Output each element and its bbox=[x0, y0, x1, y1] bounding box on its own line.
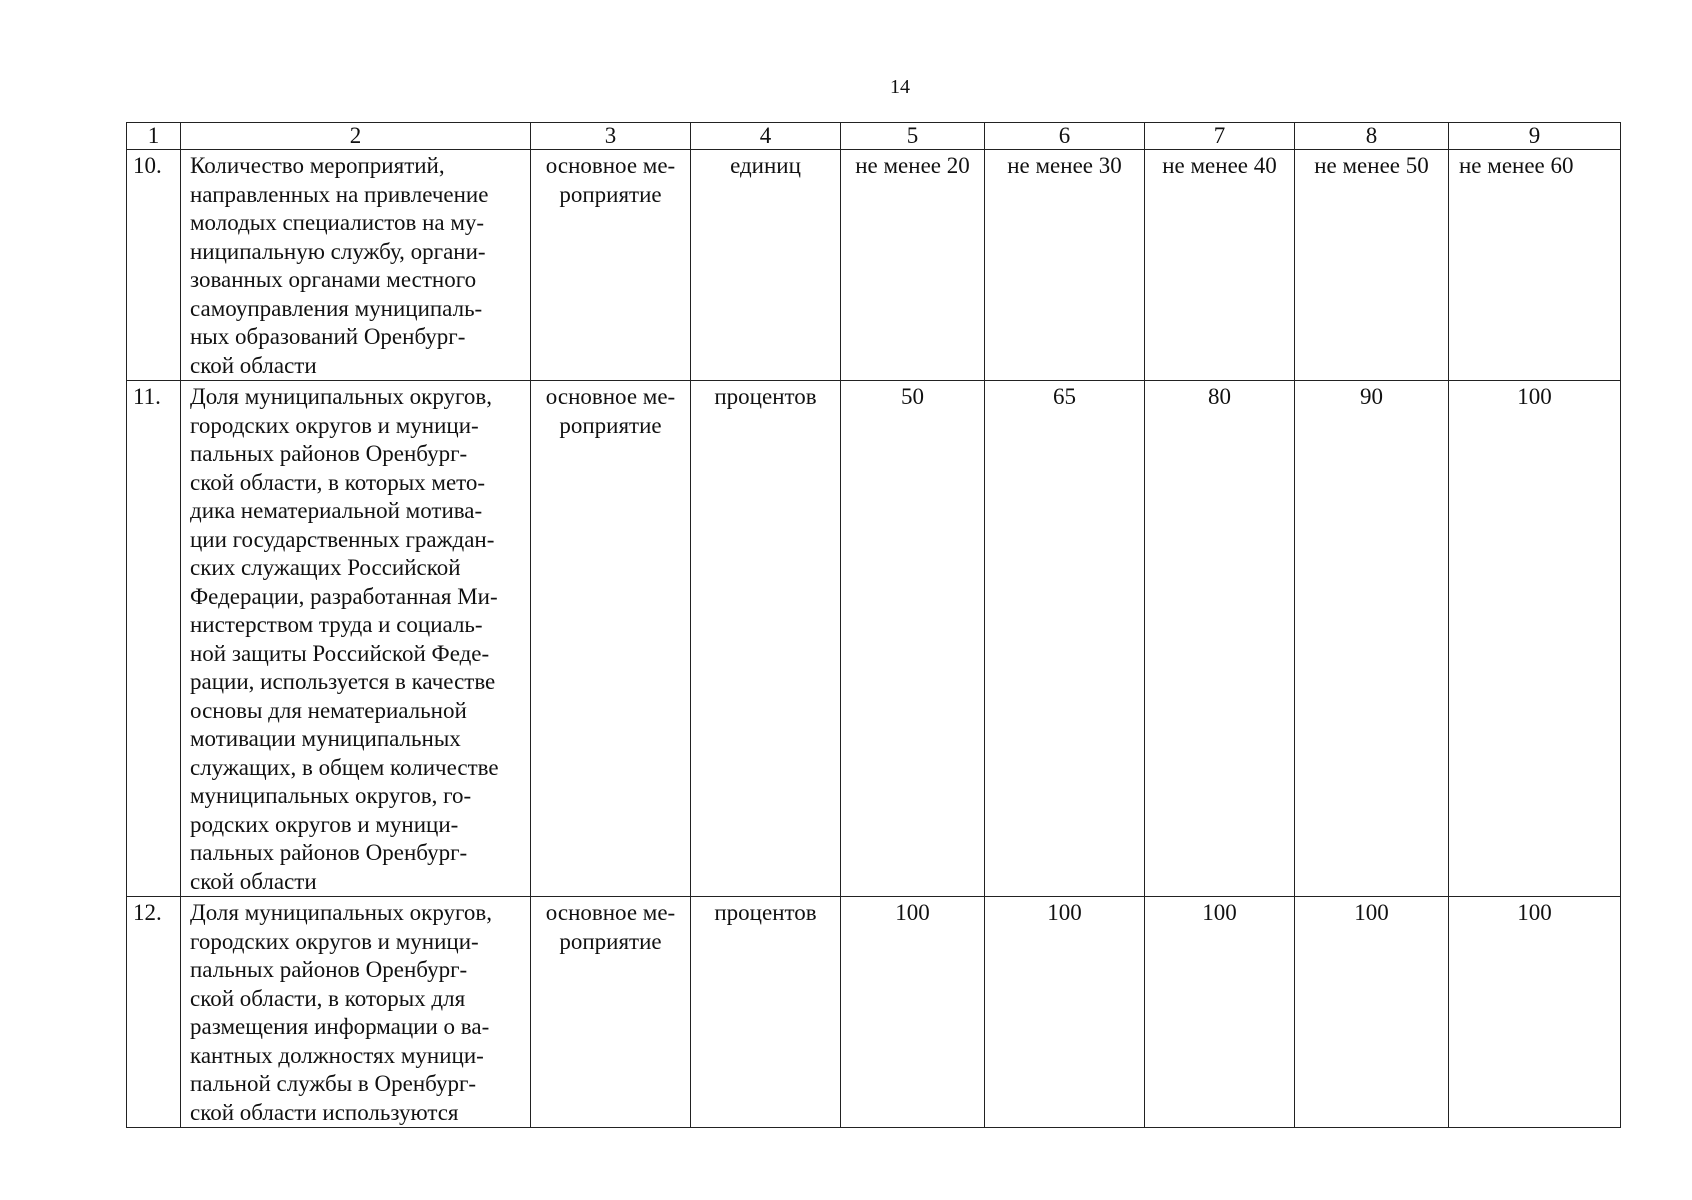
value-col-8: не менее 50 bbox=[1295, 150, 1449, 381]
indicators-table bbox=[126, 122, 1621, 1128]
value-col-6: 65 bbox=[985, 381, 1145, 897]
table-row bbox=[127, 897, 1621, 1128]
value-col-9: 100 bbox=[1449, 381, 1621, 897]
indicator-name: Доля муниципальных округов, городских округов и муници- пальных районов Оренбург- ской области, в которых для размещения информации о ва- кантных должностях муници- пальной службы в Оренбург- ской области используются bbox=[181, 897, 531, 1128]
value-col-8: 90 bbox=[1295, 381, 1449, 897]
column-header: 6 bbox=[985, 123, 1145, 150]
row-number: 10. bbox=[127, 150, 181, 381]
indicator-type: основное ме- роприятие bbox=[531, 897, 691, 1128]
column-header: 9 bbox=[1449, 123, 1621, 150]
table-row bbox=[127, 150, 1621, 381]
column-header: 1 bbox=[127, 123, 181, 150]
table-row bbox=[127, 381, 1621, 897]
page-number: 14 bbox=[890, 76, 910, 98]
unit-of-measure: процентов bbox=[691, 897, 841, 1128]
value-col-9: 100 bbox=[1449, 897, 1621, 1128]
value-col-6: не менее 30 bbox=[985, 150, 1145, 381]
indicator-name: Доля муниципальных округов, городских округов и муници- пальных районов Оренбург- ской области, в которых мето- дика нематериальной мотива- ции государственных граждан- ских служащих Российской Федерации, разработанная Ми- нистерством труда и социаль- ной защиты Российской Феде- рации, используется в качестве основы для нематериальной мотивации муниципальных служащих, в общем количестве муниципальных округов, го- родских округов и муници- пальных районов Оренбург- ской области bbox=[181, 381, 531, 897]
value-col-5: 100 bbox=[841, 897, 985, 1128]
table-header-row bbox=[127, 123, 1621, 150]
unit-of-measure: единиц bbox=[691, 150, 841, 381]
value-col-5: не менее 20 bbox=[841, 150, 985, 381]
value-col-8: 100 bbox=[1295, 897, 1449, 1128]
column-header: 2 bbox=[181, 123, 531, 150]
indicator-name: Количество мероприятий, направленных на привлечение молодых специалистов на му- ниципальную службу, органи- зованных органами местного самоуправления муниципаль- ных образований Оренбург- ской области bbox=[181, 150, 531, 381]
row-number: 11. bbox=[127, 381, 181, 897]
column-header: 5 bbox=[841, 123, 985, 150]
value-col-7: 80 bbox=[1145, 381, 1295, 897]
value-col-5: 50 bbox=[841, 381, 985, 897]
column-header: 3 bbox=[531, 123, 691, 150]
value-col-7: 100 bbox=[1145, 897, 1295, 1128]
indicator-type: основное ме- роприятие bbox=[531, 381, 691, 897]
value-col-7: не менее 40 bbox=[1145, 150, 1295, 381]
column-header: 8 bbox=[1295, 123, 1449, 150]
value-col-6: 100 bbox=[985, 897, 1145, 1128]
unit-of-measure: процентов bbox=[691, 381, 841, 897]
column-header: 7 bbox=[1145, 123, 1295, 150]
column-header: 4 bbox=[691, 123, 841, 150]
value-col-9: не менее 60 bbox=[1449, 150, 1621, 381]
row-number: 12. bbox=[127, 897, 181, 1128]
indicator-type: основное ме- роприятие bbox=[531, 150, 691, 381]
